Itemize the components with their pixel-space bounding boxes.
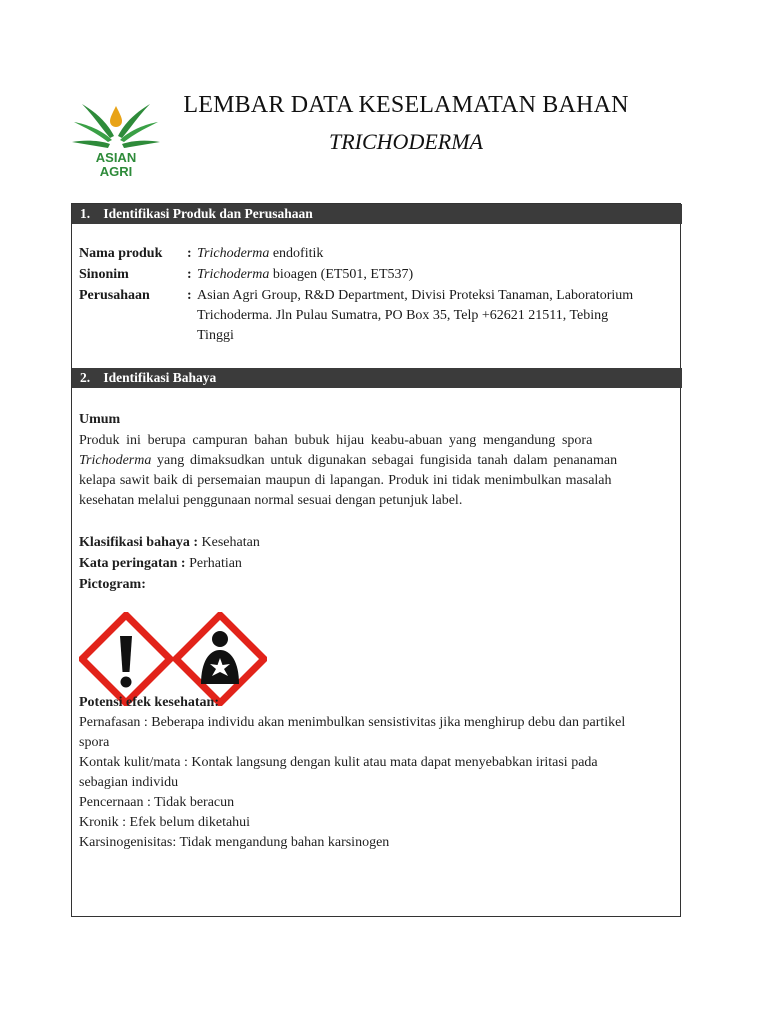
colon: : [187, 288, 192, 303]
effect-line: Pernafasan : Beberapa individu akan menimbulkan sensistivitas jika menghirup debu dan partikel [79, 715, 626, 730]
document-subtitle: TRICHODERMA [329, 129, 483, 154]
exclamation-mark-icon [79, 612, 173, 706]
klasifikasi-bahaya: Klasifikasi bahaya : Kesehatan [79, 535, 260, 550]
svg-text:ASIAN: ASIAN [95, 150, 137, 165]
asian-agri-logo [68, 90, 164, 180]
potensi-heading: Potensi efek kesehatan: [79, 695, 219, 710]
effect-line: Kronik : Efek belum diketahui [79, 815, 251, 830]
leaf-logo-icon [68, 90, 164, 180]
kata-peringatan: Kata peringatan : Perhatian [79, 556, 242, 571]
effect-line: spora [79, 735, 110, 750]
section-2-title: Identifikasi Bahaya [103, 370, 217, 385]
umum-heading: Umum [79, 412, 121, 427]
section-1-header [72, 204, 682, 224]
value-perusahaan: Asian Agri Group, R&D Department, Divisi Proteksi Tanaman, Laboratorium Trichoderma. Jln Pulau Sumatra, PO Box 35, Telp +62621 21511, Tebing Tinggi [197, 288, 634, 343]
effects-list [79, 713, 677, 853]
label-sinonim: Sinonim [79, 267, 129, 282]
colon: : [187, 267, 192, 282]
effect-line: Kontak kulit/mata : Kontak langsung dengan kulit atau mata dapat menyebabkan iritasi pada [79, 755, 598, 770]
effect-line: sebagian individu [79, 775, 179, 790]
value-nama-produk: Trichoderma endofitik [197, 246, 324, 261]
label-nama-produk: Nama produk [79, 246, 163, 261]
health-hazard-icon [173, 612, 267, 706]
umum-paragraph: Produk ini berupa campuran bahan bubuk hijau keabu-abuan yang mengandung spora Trichoderma yang dimaksudkan untuk digunakan sebagai fungisida tanah dalam penanaman kelapa sawit baik di persemaian maupun di lapangan. Produk ini tidak menimbulkan masalah kesehatan melalui penggunaan normal sesuai dengan petunjuk label. [79, 433, 618, 508]
section-2-number: 2. [80, 370, 91, 385]
section-2-header [72, 368, 682, 388]
section-1-number: 1. [80, 206, 91, 221]
label-perusahaan: Perusahaan [79, 288, 150, 303]
value-sinonim: Trichoderma bioagen (ET501, ET537) [197, 267, 414, 282]
section-1-title: Identifikasi Produk dan Perusahaan [103, 206, 313, 221]
effect-line: Karsinogenisitas: Tidak mengandung bahan karsinogen [79, 835, 390, 850]
colon: : [187, 246, 192, 261]
document-title: LEMBAR DATA KESELAMATAN BAHAN [183, 92, 629, 118]
effect-line: Pencernaan : Tidak beracun [79, 795, 235, 810]
pictogram-label: Pictogram: [79, 577, 146, 592]
svg-text:AGRI: AGRI [99, 164, 133, 179]
